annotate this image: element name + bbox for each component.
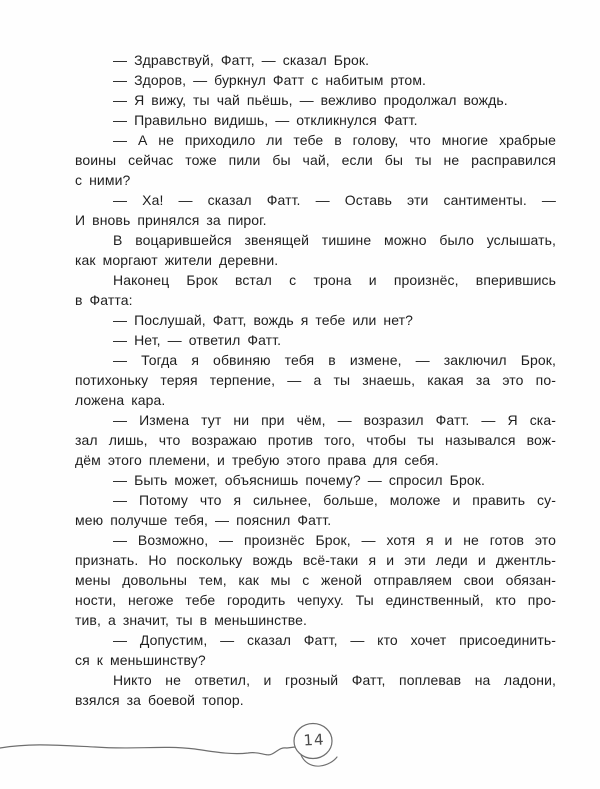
text-line: — Быть может, объяснишь почему? — спросил Брок. — [113, 472, 485, 488]
text-line: — Здравствуй, Фатт, — сказал Брок. — [113, 52, 370, 68]
paragraph — [75, 230, 556, 270]
paragraph — [75, 490, 556, 530]
paragraph — [75, 530, 556, 630]
text-line: Наконец Брок встал с трона и произнёс, вперившись — [113, 272, 556, 288]
text-line: — Нет, — ответил Фатт. — [113, 332, 282, 348]
text-line: воины сейчас тоже пили бы чай, если бы ты не расправился — [75, 152, 556, 168]
page-text — [75, 50, 556, 710]
page-number: 14 — [302, 730, 326, 750]
text-line: — Послушай, Фатт, вождь я тебе или нет? — [113, 312, 414, 328]
paragraph — [75, 270, 556, 310]
text-line: потихоньку теряя терпение, — а ты знаешь, какая за это по- — [75, 372, 556, 388]
paragraph — [75, 330, 556, 350]
text-line: ложена кара. — [75, 392, 166, 408]
paragraph — [75, 410, 556, 470]
paragraph — [75, 670, 556, 710]
text-line: — Я вижу, ты чай пьёшь, — вежливо продолжал вождь. — [113, 92, 508, 108]
paragraph — [75, 70, 556, 90]
text-line: признать. Но поскольку вождь всё-таки я и эти леди и джентль- — [75, 552, 556, 568]
text-line: тив, а значит, ты в меньшинстве. — [75, 612, 307, 628]
squiggle-tail — [301, 755, 337, 766]
text-line: зал лишь, что возражаю против того, чтобы ты назывался вож- — [75, 432, 556, 448]
text-line: с ними? — [75, 172, 131, 188]
text-line: В воцарившейся звенящей тишине можно было услышать, — [113, 232, 556, 248]
paragraph — [75, 190, 556, 230]
text-line: ности, негоже тебе городить чепуху. Ты единственный, кто про- — [75, 592, 556, 608]
paragraph — [75, 130, 556, 190]
text-line: мею получше тебя, — пояснил Фатт. — [75, 512, 332, 528]
text-line: — Правильно видишь, — откликнулся Фатт. — [113, 112, 418, 128]
paragraph — [75, 350, 556, 410]
paragraph — [75, 310, 556, 330]
text-line: дём этого племени, и требую этого права для себя. — [75, 452, 439, 468]
text-line: — Здоров, — буркнул Фатт с набитым ртом. — [113, 72, 427, 88]
paragraph — [75, 110, 556, 130]
text-line: — Допустим, — сказал Фатт, — кто хочет присоединить- — [113, 632, 556, 648]
text-line: — А не приходило ли тебе в голову, что многие храбрые — [113, 132, 556, 148]
text-line: в Фатта: — [75, 292, 133, 308]
text-line: — Тогда я обвиняю тебя в измене, — заключил Брок, — [113, 352, 556, 368]
paragraph — [75, 50, 556, 70]
paragraph — [75, 470, 556, 490]
text-line: Никто не ответил, и грозный Фатт, поплевав на ладони, — [113, 672, 556, 688]
text-line: — Измена тут ни при чём, — возразил Фатт. — Я ска- — [113, 412, 556, 428]
text-line: взялся за боевой топор. — [75, 692, 244, 708]
text-line: — Потому что я сильнее, больше, моложе и править су- — [113, 492, 556, 508]
text-line: ся к меньшинству? — [75, 652, 206, 668]
paragraph — [75, 630, 556, 670]
squiggle-line — [0, 745, 295, 755]
text-line: И вновь принялся за пирог. — [75, 212, 267, 228]
text-line: — Возможно, — произнёс Брок, — хотя я и не готов это — [113, 532, 556, 548]
text-line: — Ха! — сказал Фатт. — Оставь эти сантименты. — — [113, 192, 556, 208]
paragraph — [75, 90, 556, 110]
text-line: как моргают жители деревни. — [75, 252, 279, 268]
text-line: мены довольны тем, как мы с женой отправляем свои обязан- — [75, 572, 556, 588]
